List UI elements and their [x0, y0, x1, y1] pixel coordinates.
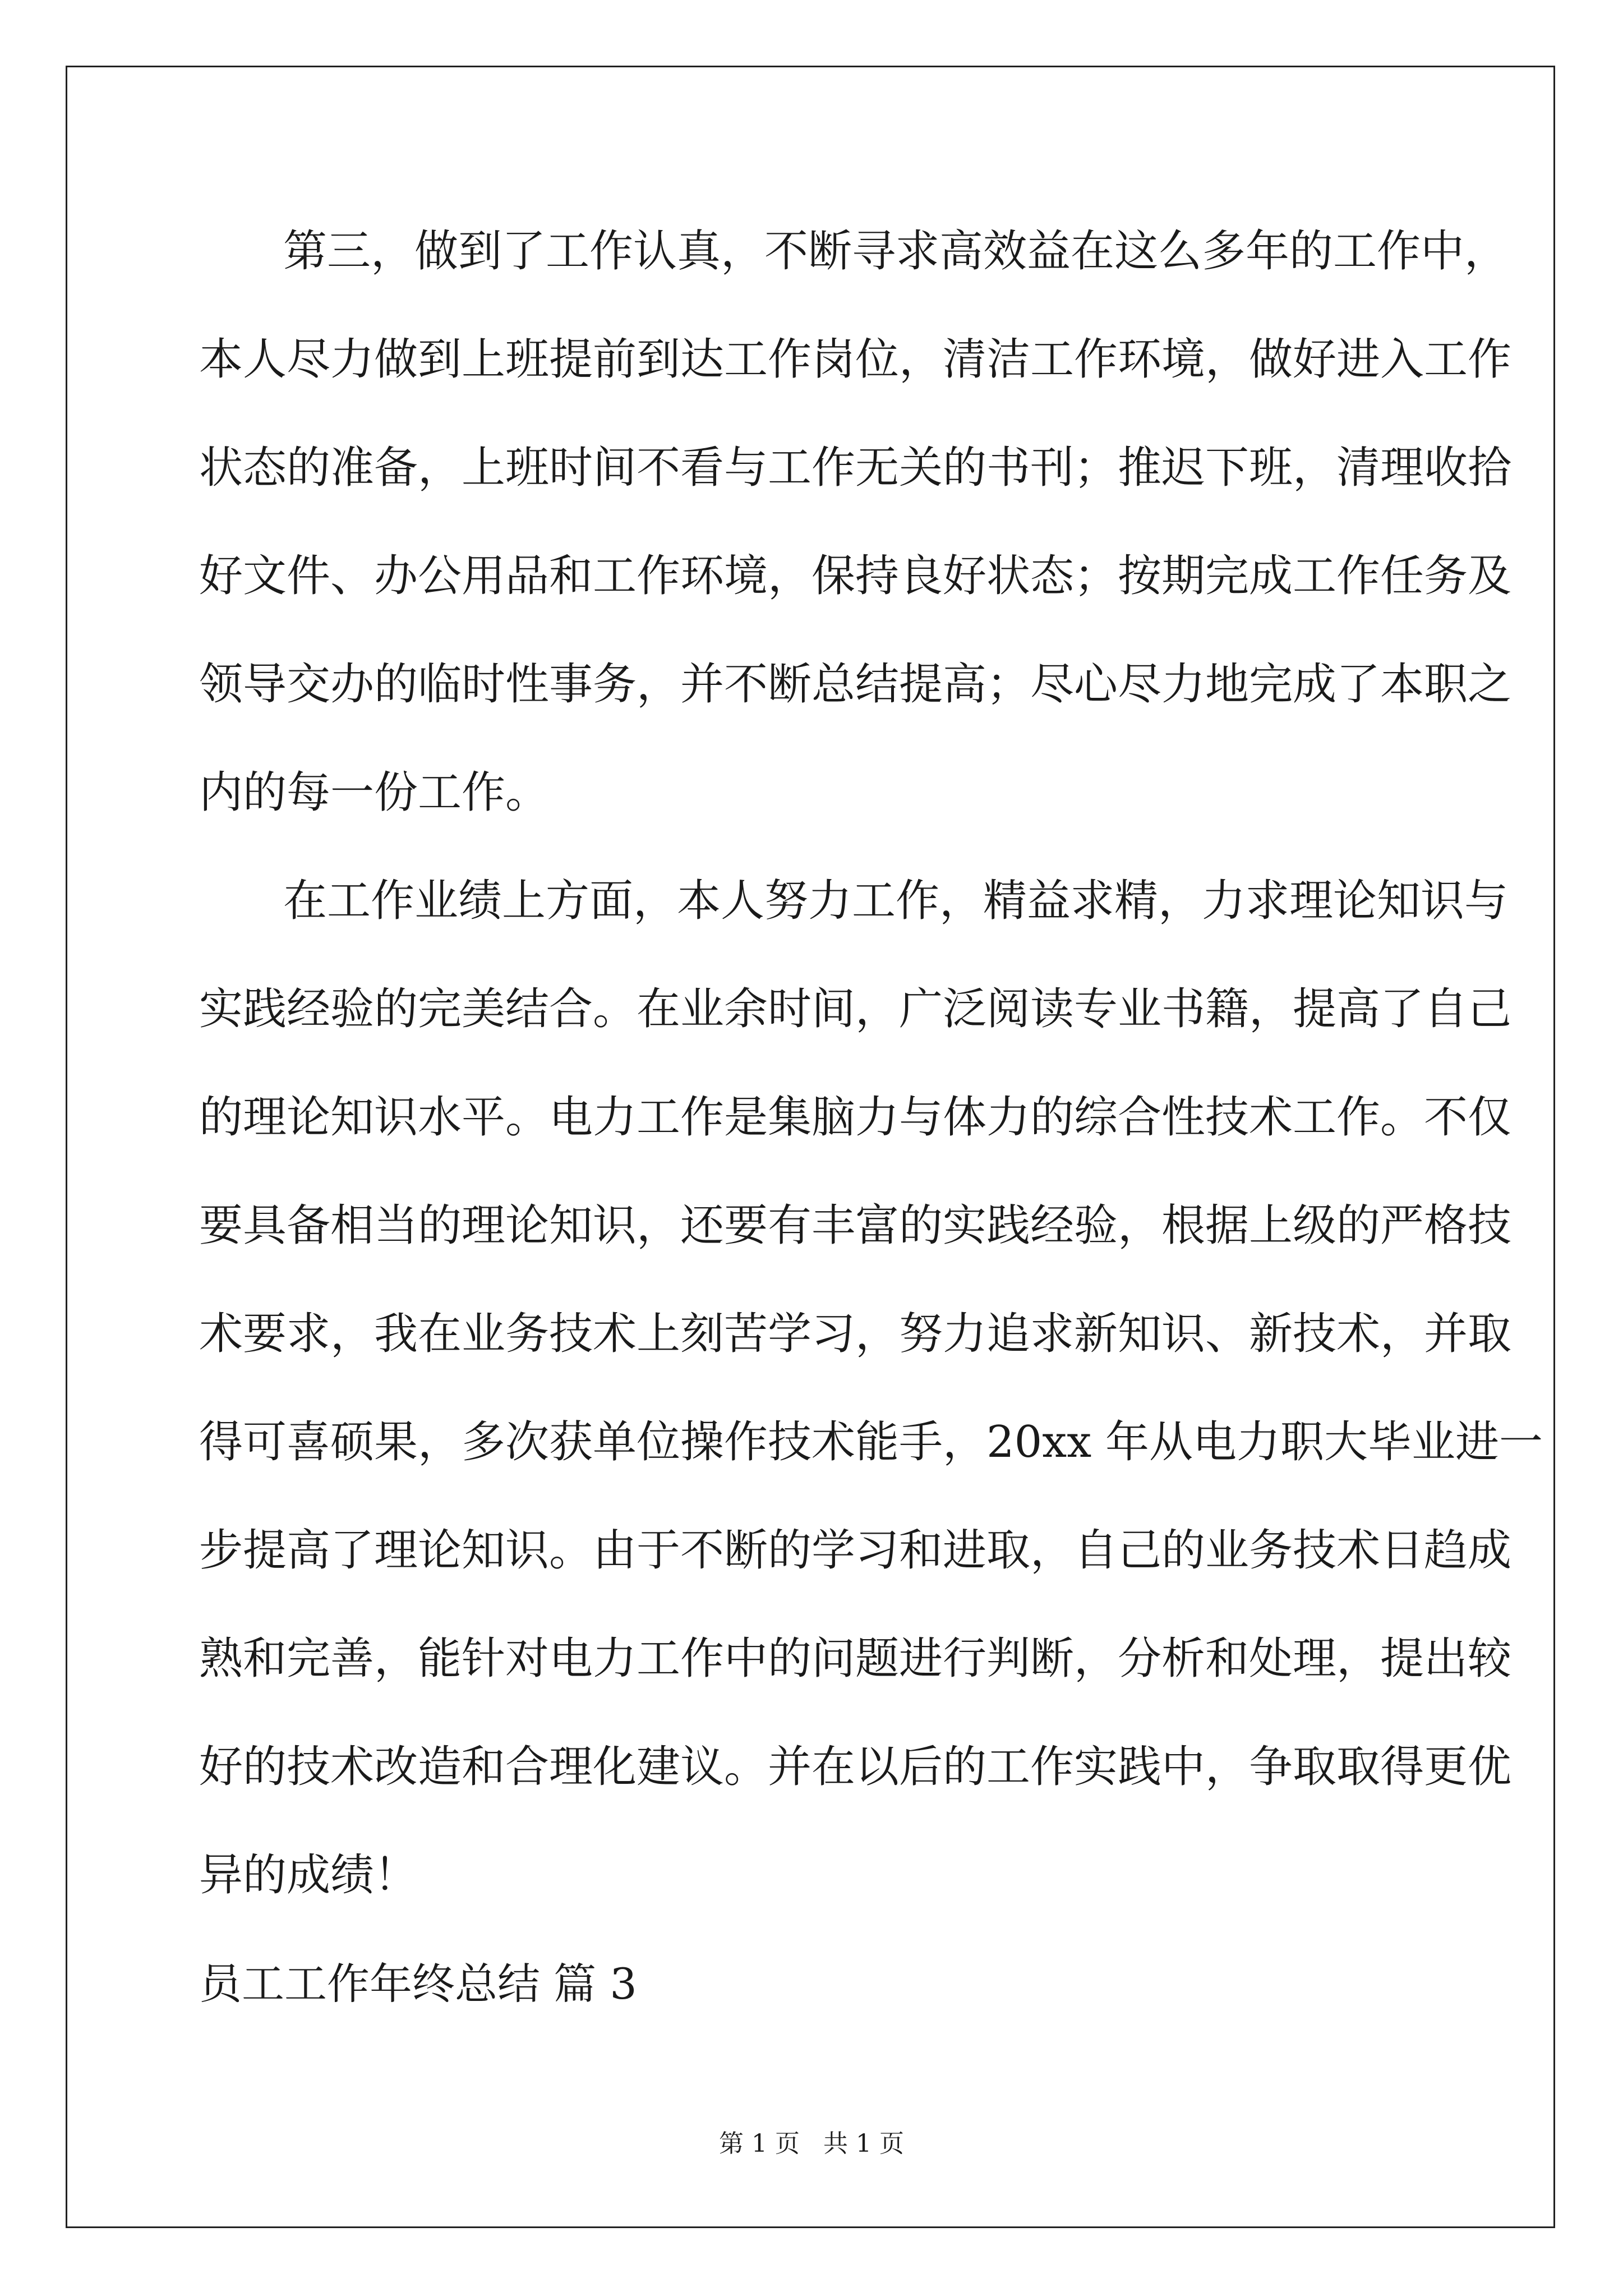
paragraph-line: 领导交办的临时性事务，并不断总结提高；尽心尽力地完成了本职之 [199, 659, 1512, 710]
page-number-footer: 第 1 页 共 1 页 [719, 2129, 904, 2158]
paragraph-line: 熟和完善，能针对电力工作中的问题进行判断，分析和处理，提出较 [199, 1634, 1512, 1684]
document-body [199, 208, 1543, 2048]
paragraph-line: 实践经验的完美结合。在业余时间，广泛阅读专业书籍，提高了自己 [199, 984, 1512, 1034]
paragraph-2 [199, 857, 1543, 1940]
paragraph-line: 术要求，我在业务技术上刻苦学习，努力追求新知识、新技术，并取 [199, 1309, 1512, 1359]
paragraph-line: 的理论知识水平。电力工作是集脑力与体力的综合性技术工作。不仅 [199, 1092, 1512, 1143]
paragraph-line: 步提高了理论知识。由于不断的学习和进取，自己的业务技术日趋成 [199, 1525, 1512, 1576]
paragraph-line: 异的成绩！ [199, 1850, 418, 1901]
paragraph-line: 在工作业绩上方面，本人努力工作，精益求精，力求理论知识与 [283, 876, 1509, 926]
paragraph-line: 第三，做到了工作认真，不断寻求高效益在这么多年的工作中， [283, 226, 1509, 277]
paragraph-line: 好的技术改造和合理化建议。并在以后的工作实践中，争取取得更优 [199, 1742, 1512, 1792]
section-heading: 员工工作年终总结 篇 3 [199, 1959, 637, 2009]
paragraph-1 [199, 208, 1512, 857]
paragraph-line: 本人尽力做到上班提前到达工作岗位，清洁工作环境，做好进入工作 [199, 334, 1512, 385]
paragraph-line: 状态的准备，上班时间不看与工作无关的书刊；推迟下班，清理收拾 [199, 443, 1512, 493]
paragraph-line: 好文件、办公用品和工作环境，保持良好状态；按期完成工作任务及 [199, 551, 1512, 601]
paragraph-line: 要具备相当的理论知识，还要有丰富的实践经验，根据上级的严格技 [199, 1200, 1512, 1251]
paragraph-line: 得可喜硕果，多次获单位操作技术能手，20xx 年从电力职大毕业进一 [199, 1417, 1543, 1467]
paragraph-line: 内的每一份工作。 [199, 767, 550, 818]
